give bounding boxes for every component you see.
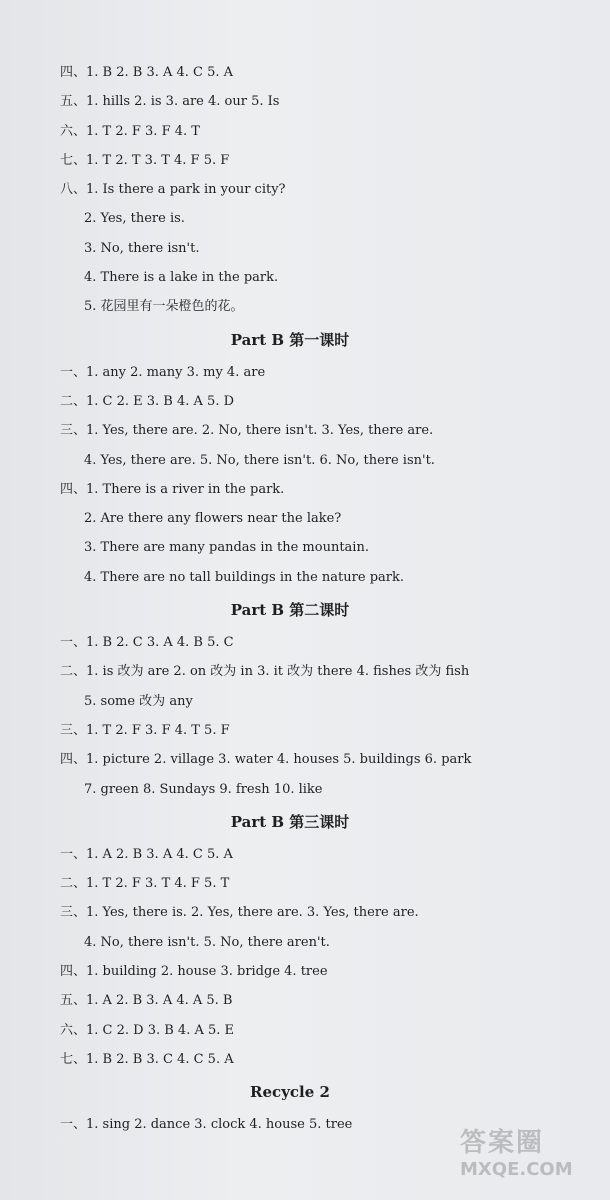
- answer-line: 二、1. T 2. F 3. T 4. F 5. T: [60, 876, 230, 892]
- answer-line: 七、1. B 2. B 3. C 4. C 5. A: [60, 1051, 234, 1067]
- answer-line: 3. No, there isn't.: [84, 240, 200, 256]
- watermark-bottom-text: MXQE.COM: [460, 1159, 573, 1180]
- answer-line: 2. Yes, there is.: [84, 211, 185, 227]
- section-heading: Part B 第三课时: [230, 812, 350, 831]
- answer-line: 3. There are many pandas in the mountain.: [84, 540, 369, 556]
- section-heading: Part B 第一课时: [230, 330, 350, 349]
- answer-line: 三、1. Yes, there is. 2. Yes, there are. 3. Yes, there are.: [60, 905, 419, 921]
- answer-key-content: [60, 58, 580, 1140]
- watermark-logo: [460, 1122, 600, 1192]
- answer-line: 六、1. C 2. D 3. B 4. A 5. E: [60, 1022, 235, 1038]
- answer-line: 八、1. Is there a park in your city?: [60, 182, 286, 198]
- answer-line: 四、1. There is a river in the park.: [60, 481, 285, 497]
- section-heading: Part B 第二课时: [230, 601, 350, 620]
- answer-line: 六、1. T 2. F 3. F 4. T: [60, 123, 200, 139]
- answer-line: 五、1. hills 2. is 3. are 4. our 5. Is: [60, 94, 280, 110]
- answer-line: 二、1. C 2. E 3. B 4. A 5. D: [60, 393, 235, 409]
- answer-line: 四、1. B 2. B 3. A 4. C 5. A: [60, 65, 234, 80]
- answer-line: 二、1. is 改为 are 2. on 改为 in 3. it 改为 there 4. fishes 改为 fish: [60, 664, 470, 680]
- answer-line: 4. There are no tall buildings in the nature park.: [84, 569, 404, 585]
- answer-line: 4. No, there isn't. 5. No, there aren't.: [84, 934, 330, 950]
- answer-line: 一、1. any 2. many 3. my 4. are: [60, 364, 266, 380]
- answer-line: 4. There is a lake in the park.: [84, 270, 279, 286]
- answer-line: 一、1. sing 2. dance 3. clock 4. house 5. tree: [60, 1117, 353, 1133]
- answer-line: 7. green 8. Sundays 9. fresh 10. like: [84, 781, 323, 797]
- answer-line: 三、1. T 2. F 3. F 4. T 5. F: [60, 722, 230, 738]
- answer-line: 4. Yes, there are. 5. No, there isn't. 6. No, there isn't.: [84, 452, 435, 468]
- answer-line: 五、1. A 2. B 3. A 4. A 5. B: [60, 993, 233, 1009]
- answer-line: 三、1. Yes, there are. 2. No, there isn't. 3. Yes, there are.: [60, 423, 434, 439]
- answer-line: 5. some 改为 any: [84, 693, 193, 709]
- section-heading: Recycle 2: [250, 1083, 330, 1102]
- answer-line: 一、1. B 2. C 3. A 4. B 5. C: [60, 635, 234, 651]
- watermark-top-text: 答案圈: [460, 1128, 545, 1158]
- answer-line: 七、1. T 2. T 3. T 4. F 5. F: [60, 152, 230, 168]
- answer-line: 一、1. A 2. B 3. A 4. C 5. A: [60, 846, 233, 862]
- answer-line: 四、1. picture 2. village 3. water 4. houses 5. buildings 6. park: [60, 752, 472, 768]
- answer-line: 2. Are there any flowers near the lake?: [84, 511, 342, 527]
- answer-line: 5. 花园里有一朵橙色的花。: [84, 299, 244, 315]
- answer-line: 四、1. building 2. house 3. bridge 4. tree: [60, 964, 328, 980]
